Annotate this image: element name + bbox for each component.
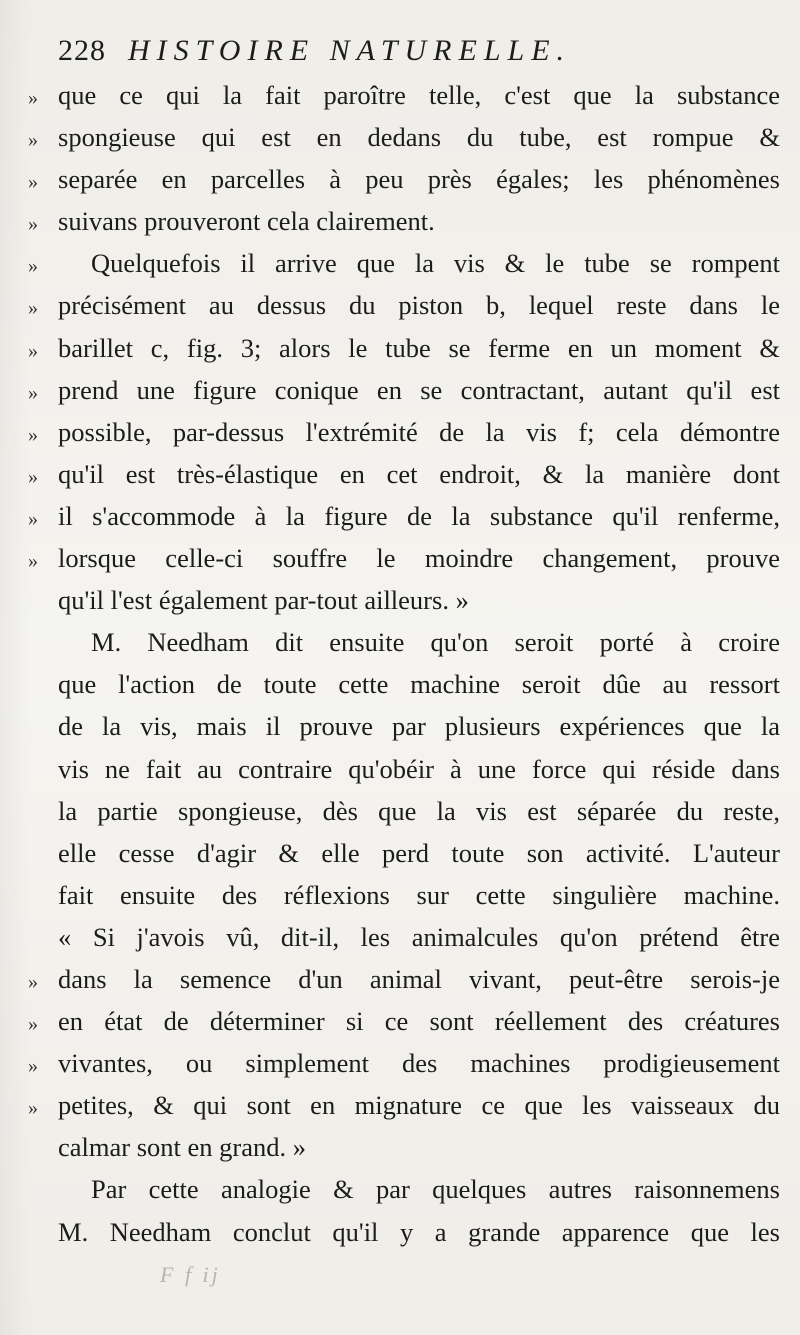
text-line xyxy=(28,669,780,711)
text-line xyxy=(28,585,780,627)
quotation-mark: » xyxy=(28,297,38,320)
text-line xyxy=(28,1132,780,1174)
text-line xyxy=(28,1006,780,1048)
line-text: en état de déterminer si ce sont réellement des créatures xyxy=(58,1006,780,1037)
line-text: prend une figure conique en se contractant, autant qu'il est xyxy=(58,374,780,405)
line-text: qu'il l'est également par-tout ailleurs. » xyxy=(58,585,469,616)
line-text: lorsque celle-ci souffre le moindre changement, prouve xyxy=(58,543,780,574)
text-line xyxy=(28,248,780,290)
quotation-mark: » xyxy=(28,87,38,109)
quotation-mark: » xyxy=(28,381,38,404)
line-text: que ce qui la fait paroître telle, c'est que la substance xyxy=(58,80,780,110)
line-text: qu'il est très-élastique en cet endroit, & la manière dont xyxy=(58,458,780,489)
text-line xyxy=(28,206,780,248)
line-text: calmar sont en grand. » xyxy=(58,1132,306,1163)
line-text: vivantes, ou simplement des machines prodigieusement xyxy=(58,1048,780,1079)
line-text: dans la semence d'un animal vivant, peut-être serois-je xyxy=(58,963,780,994)
text-line xyxy=(28,375,780,417)
line-text: M. Needham conclut qu'il y a grande apparence que les xyxy=(58,1216,780,1247)
line-text: il s'accommode à la figure de la substance qu'il renferme, xyxy=(58,500,780,531)
text-line xyxy=(28,459,780,501)
text-line xyxy=(28,964,780,1006)
quotation-mark: » xyxy=(28,1097,38,1120)
quotation-mark: » xyxy=(28,339,38,362)
line-text: fait ensuite des réflexions sur cette singulière machine. xyxy=(58,879,780,910)
line-text: suivans prouveront cela clairement. xyxy=(58,206,435,237)
text-line xyxy=(28,164,780,206)
line-text: que l'action de toute cette machine seroit dûe au ressort xyxy=(58,669,780,700)
text-line xyxy=(28,333,780,375)
quotation-mark: » xyxy=(28,255,38,278)
quotation-mark: » xyxy=(28,423,38,446)
running-title: HISTOIRE NATURELLE. xyxy=(128,34,572,67)
text-line xyxy=(28,711,780,753)
line-text: barillet c, fig. 3; alors le tube se ferme en un moment & xyxy=(58,332,780,363)
line-text: petites, & qui sont en mignature ce que les vaisseaux du xyxy=(58,1090,780,1121)
line-text: Par cette analogie & par quelques autres raisonnemens xyxy=(91,1174,780,1205)
text-line xyxy=(28,122,780,164)
line-text: elle cesse d'agir & elle perd toute son activité. L'auteur xyxy=(58,837,780,868)
quotation-mark: » xyxy=(28,507,38,530)
text-line xyxy=(28,80,780,122)
text-line xyxy=(28,417,780,459)
text-line xyxy=(28,796,780,838)
line-text: précisément au dessus du piston b, lequel reste dans le xyxy=(58,290,780,321)
page-header xyxy=(58,34,770,74)
line-text: « Si j'avois vû, dit-il, les animalcules qu'on prétend être xyxy=(58,921,780,952)
line-text: separée en parcelles à peu près égales; les phénomènes xyxy=(58,164,780,195)
quotation-mark: » xyxy=(28,213,38,236)
text-line xyxy=(28,838,780,880)
text-line xyxy=(28,290,780,332)
quotation-mark: » xyxy=(28,970,38,993)
page-number: 228 xyxy=(58,34,106,67)
quotation-mark: » xyxy=(28,1055,38,1078)
line-text: vis ne fait au contraire qu'obéir à une force qui réside dans xyxy=(58,753,780,784)
line-text: spongieuse qui est en dedans du tube, est rompue & xyxy=(58,122,780,153)
text-line xyxy=(28,627,780,669)
text-line xyxy=(28,922,780,964)
body-text xyxy=(28,80,780,1259)
quotation-mark: » xyxy=(28,171,38,194)
text-line xyxy=(28,1174,780,1216)
line-text: de la vis, mais il prouve par plusieurs expériences que la xyxy=(58,711,780,742)
text-line xyxy=(28,880,780,922)
text-line xyxy=(28,543,780,585)
text-line xyxy=(28,1217,780,1259)
printer-signature-mark: F f ij xyxy=(160,1262,221,1287)
line-text: M. Needham dit ensuite qu'on seroit porté à croire xyxy=(91,627,780,658)
line-text: possible, par-dessus l'extrémité de la vis f; cela démontre xyxy=(58,416,780,447)
line-text: Quelquefois il arrive que la vis & le tube se rompent xyxy=(91,248,780,279)
quotation-mark: » xyxy=(28,465,38,488)
quotation-mark: » xyxy=(28,550,38,573)
text-line xyxy=(28,1090,780,1132)
quotation-mark: » xyxy=(28,1013,38,1036)
text-line xyxy=(28,754,780,796)
line-text: la partie spongieuse, dès que la vis est séparée du reste, xyxy=(58,795,780,826)
text-line xyxy=(28,1048,780,1090)
quotation-mark: » xyxy=(28,129,38,152)
text-line xyxy=(28,501,780,543)
